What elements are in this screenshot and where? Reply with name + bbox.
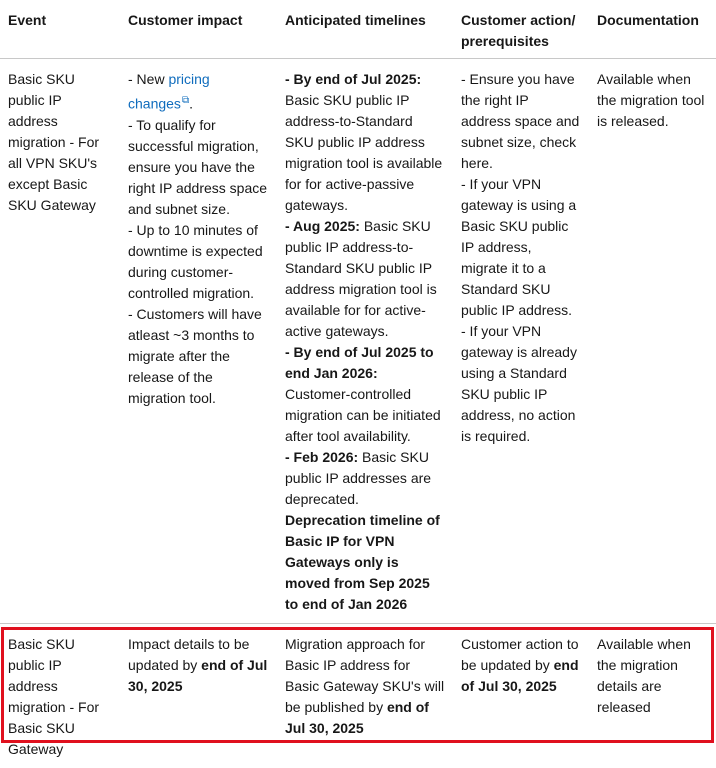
row2-customer-impact: Impact details to be updated by end of Jul 30, 2025 (120, 624, 277, 768)
action-line: - Ensure you have the right IP address space and subnet size, check here. (461, 69, 581, 174)
header-documentation: Documentation (589, 0, 716, 59)
table-row (0, 59, 716, 624)
header-customer-impact: Customer impact (120, 0, 277, 59)
header-event: Event (0, 0, 120, 59)
timeline-item: - By end of Jul 2025: Basic SKU public IP address-to-Standard SKU public IP address migration tool is available for for active-passive gateways. (285, 69, 445, 216)
pricing-changes-link[interactable]: pricing changes (128, 71, 210, 112)
row1-event: Basic SKU public IP address migration - For all VPN SKU's except Basic SKU Gateway (0, 59, 120, 624)
table-row-highlighted (0, 624, 716, 768)
timeline-item: - Feb 2026: Basic SKU public IP addresses are deprecated. (285, 447, 445, 510)
timeline-item: - By end of Jul 2025 to end Jan 2026: Customer-controlled migration can be initiated after tool availability. (285, 342, 445, 447)
impact-line: - To qualify for successful migration, ensure you have the right IP address space and subnet size. (128, 115, 269, 220)
row2-customer-action: Customer action to be updated by end of Jul 30, 2025 (453, 624, 589, 768)
impact-pricing-line: - New pricing changes⧉. (128, 69, 269, 115)
action-line: - If your VPN gateway is using a Basic SKU public IP address, migrate it to a Standard SKU public IP address. (461, 174, 581, 321)
row2-documentation: Available when the migration details are released (589, 624, 716, 768)
row1-customer-action (453, 59, 589, 624)
impact-line: - Customers will have atleast ~3 months to migrate after the release of the migration tool. (128, 304, 269, 409)
external-link-icon: ⧉ (182, 95, 189, 106)
row1-documentation: Available when the migration tool is released. (589, 59, 716, 624)
timeline-item: - Aug 2025: Basic SKU public IP address-to-Standard SKU public IP address migration tool is available for for active-active gateways. (285, 216, 445, 342)
row1-customer-impact (120, 59, 277, 624)
header-customer-action: Customer action/ prerequisites (453, 0, 589, 59)
header-row (0, 0, 716, 59)
row1-anticipated-timelines (277, 59, 453, 624)
impact-line: - Up to 10 minutes of downtime is expected during customer-controlled migration. (128, 220, 269, 304)
deprecation-note: Deprecation timeline of Basic IP for VPN Gateways only is moved from Sep 2025 to end of Jan 2026 (285, 510, 445, 615)
row2-anticipated-timelines: Migration approach for Basic IP address for Basic Gateway SKU's will be published by end of Jul 30, 2025 (277, 624, 453, 768)
row2-event: Basic SKU public IP address migration - For Basic SKU Gateway (0, 624, 120, 768)
action-line: - If your VPN gateway is already using a Standard SKU public IP address, no action is required. (461, 321, 581, 447)
header-anticipated-timelines: Anticipated timelines (277, 0, 453, 59)
